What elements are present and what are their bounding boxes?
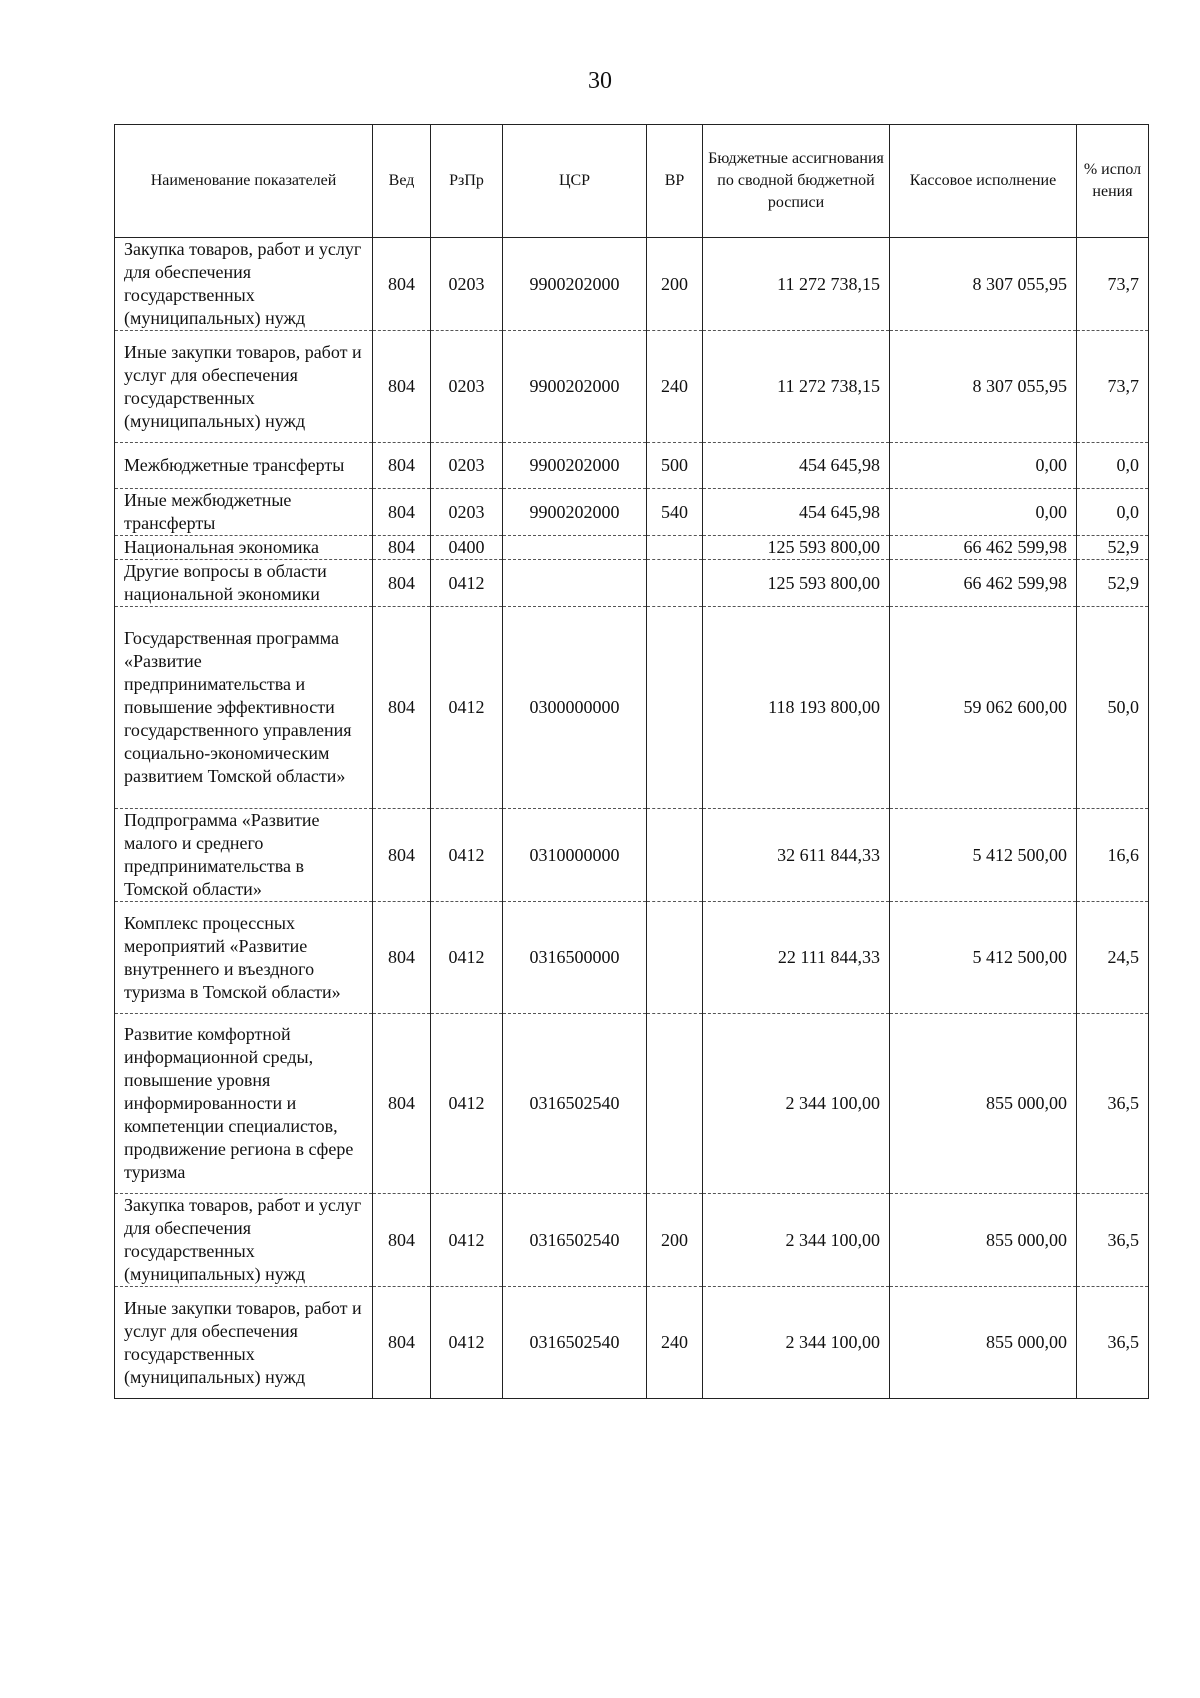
cell-cash: 5 412 500,00	[890, 902, 1077, 1014]
cell-rzpr: 0412	[431, 1194, 503, 1287]
cell-csr: 0316500000	[503, 902, 647, 1014]
cell-cash: 0,00	[890, 489, 1077, 536]
cell-ved: 804	[373, 1287, 431, 1399]
cell-budget: 11 272 738,15	[703, 331, 890, 443]
cell-name: Иные закупки товаров, работ и услуг для обеспечения государственных (муниципальных) нужд	[115, 1287, 373, 1399]
cell-vr: 240	[647, 1287, 703, 1399]
cell-vr	[647, 1014, 703, 1194]
cell-cash: 855 000,00	[890, 1194, 1077, 1287]
cell-vr: 240	[647, 331, 703, 443]
table-row	[115, 1194, 1149, 1287]
header-ved: Вед	[373, 125, 431, 238]
cell-csr: 0310000000	[503, 809, 647, 902]
cell-budget: 2 344 100,00	[703, 1194, 890, 1287]
header-rzpr: РзПр	[431, 125, 503, 238]
cell-rzpr: 0412	[431, 1014, 503, 1194]
cell-name: Развитие комфортной информационной среды, повышение уровня информированности и компетенции специалистов, продвижение региона в сфере туризма	[115, 1014, 373, 1194]
cell-budget: 11 272 738,15	[703, 238, 890, 331]
cell-percent: 52,9	[1077, 560, 1149, 607]
table-row	[115, 809, 1149, 902]
cell-cash: 0,00	[890, 443, 1077, 489]
cell-percent: 73,7	[1077, 238, 1149, 331]
table-row	[115, 607, 1149, 809]
cell-percent: 36,5	[1077, 1014, 1149, 1194]
table-row	[115, 902, 1149, 1014]
cell-ved: 804	[373, 607, 431, 809]
cell-rzpr: 0203	[431, 443, 503, 489]
table-row	[115, 443, 1149, 489]
cell-cash: 855 000,00	[890, 1014, 1077, 1194]
cell-ved: 804	[373, 902, 431, 1014]
cell-cash: 8 307 055,95	[890, 331, 1077, 443]
table-header-row	[115, 125, 1149, 238]
table-body	[115, 238, 1149, 1399]
cell-percent: 73,7	[1077, 331, 1149, 443]
cell-percent: 52,9	[1077, 536, 1149, 560]
cell-ved: 804	[373, 443, 431, 489]
cell-rzpr: 0412	[431, 1287, 503, 1399]
cell-budget: 125 593 800,00	[703, 560, 890, 607]
table-row	[115, 536, 1149, 560]
table-row	[115, 331, 1149, 443]
cell-percent: 24,5	[1077, 902, 1149, 1014]
cell-budget: 2 344 100,00	[703, 1287, 890, 1399]
cell-budget: 454 645,98	[703, 443, 890, 489]
budget-execution-table	[114, 124, 1149, 1399]
cell-csr: 0300000000	[503, 607, 647, 809]
cell-percent: 0,0	[1077, 489, 1149, 536]
cell-cash: 66 462 599,98	[890, 560, 1077, 607]
cell-name: Государственная программа «Развитие предпринимательства и повышение эффективности государственного управления социально-экономическим развитием Томской области»	[115, 607, 373, 809]
cell-budget: 2 344 100,00	[703, 1014, 890, 1194]
cell-csr	[503, 536, 647, 560]
cell-name: Другие вопросы в области национальной экономики	[115, 560, 373, 607]
cell-budget: 125 593 800,00	[703, 536, 890, 560]
cell-rzpr: 0400	[431, 536, 503, 560]
cell-rzpr: 0412	[431, 560, 503, 607]
cell-budget: 454 645,98	[703, 489, 890, 536]
header-csr: ЦСР	[503, 125, 647, 238]
cell-rzpr: 0203	[431, 489, 503, 536]
cell-vr: 200	[647, 238, 703, 331]
cell-vr: 200	[647, 1194, 703, 1287]
cell-rzpr: 0203	[431, 238, 503, 331]
cell-rzpr: 0412	[431, 607, 503, 809]
cell-csr: 9900202000	[503, 443, 647, 489]
cell-vr	[647, 607, 703, 809]
header-percent-execution: % испол нения	[1077, 125, 1149, 238]
cell-csr: 9900202000	[503, 331, 647, 443]
cell-percent: 0,0	[1077, 443, 1149, 489]
cell-percent: 36,5	[1077, 1287, 1149, 1399]
table-row	[115, 1287, 1149, 1399]
cell-cash: 855 000,00	[890, 1287, 1077, 1399]
cell-percent: 50,0	[1077, 607, 1149, 809]
cell-name: Закупка товаров, работ и услуг для обеспечения государственных (муниципальных) нужд	[115, 1194, 373, 1287]
cell-csr: 9900202000	[503, 489, 647, 536]
cell-vr	[647, 809, 703, 902]
cell-name: Закупка товаров, работ и услуг для обеспечения государственных (муниципальных) нужд	[115, 238, 373, 331]
cell-budget: 118 193 800,00	[703, 607, 890, 809]
cell-budget: 22 111 844,33	[703, 902, 890, 1014]
cell-vr	[647, 902, 703, 1014]
cell-name: Иные закупки товаров, работ и услуг для обеспечения государственных (муниципальных) нужд	[115, 331, 373, 443]
cell-rzpr: 0412	[431, 809, 503, 902]
cell-vr: 500	[647, 443, 703, 489]
cell-budget: 32 611 844,33	[703, 809, 890, 902]
cell-vr: 540	[647, 489, 703, 536]
cell-percent: 16,6	[1077, 809, 1149, 902]
cell-cash: 66 462 599,98	[890, 536, 1077, 560]
table-row	[115, 1014, 1149, 1194]
cell-name: Подпрограмма «Развитие малого и среднего предпринимательства в Томской области»	[115, 809, 373, 902]
header-name: Наименование показателей	[115, 125, 373, 238]
cell-name: Национальная экономика	[115, 536, 373, 560]
page-number: 30	[588, 68, 612, 94]
cell-rzpr: 0412	[431, 902, 503, 1014]
cell-ved: 804	[373, 489, 431, 536]
cell-name: Межбюджетные трансферты	[115, 443, 373, 489]
cell-ved: 804	[373, 536, 431, 560]
cell-rzpr: 0203	[431, 331, 503, 443]
cell-ved: 804	[373, 1194, 431, 1287]
cell-vr	[647, 536, 703, 560]
cell-ved: 804	[373, 560, 431, 607]
cell-cash: 5 412 500,00	[890, 809, 1077, 902]
header-budget-allocations: Бюджетные ассигнования по сводной бюджетной росписи	[703, 125, 890, 238]
cell-cash: 59 062 600,00	[890, 607, 1077, 809]
cell-cash: 8 307 055,95	[890, 238, 1077, 331]
cell-csr: 9900202000	[503, 238, 647, 331]
cell-csr	[503, 560, 647, 607]
cell-name: Иные межбюджетные трансферты	[115, 489, 373, 536]
cell-csr: 0316502540	[503, 1014, 647, 1194]
cell-ved: 804	[373, 1014, 431, 1194]
cell-ved: 804	[373, 238, 431, 331]
cell-csr: 0316502540	[503, 1194, 647, 1287]
table-row	[115, 489, 1149, 536]
header-vr: ВР	[647, 125, 703, 238]
cell-ved: 804	[373, 331, 431, 443]
header-cash-execution: Кассовое исполнение	[890, 125, 1077, 238]
cell-name: Комплекс процессных мероприятий «Развитие внутреннего и въездного туризма в Томской области»	[115, 902, 373, 1014]
table-row	[115, 560, 1149, 607]
cell-vr	[647, 560, 703, 607]
cell-percent: 36,5	[1077, 1194, 1149, 1287]
cell-csr: 0316502540	[503, 1287, 647, 1399]
table-row	[115, 238, 1149, 331]
cell-ved: 804	[373, 809, 431, 902]
